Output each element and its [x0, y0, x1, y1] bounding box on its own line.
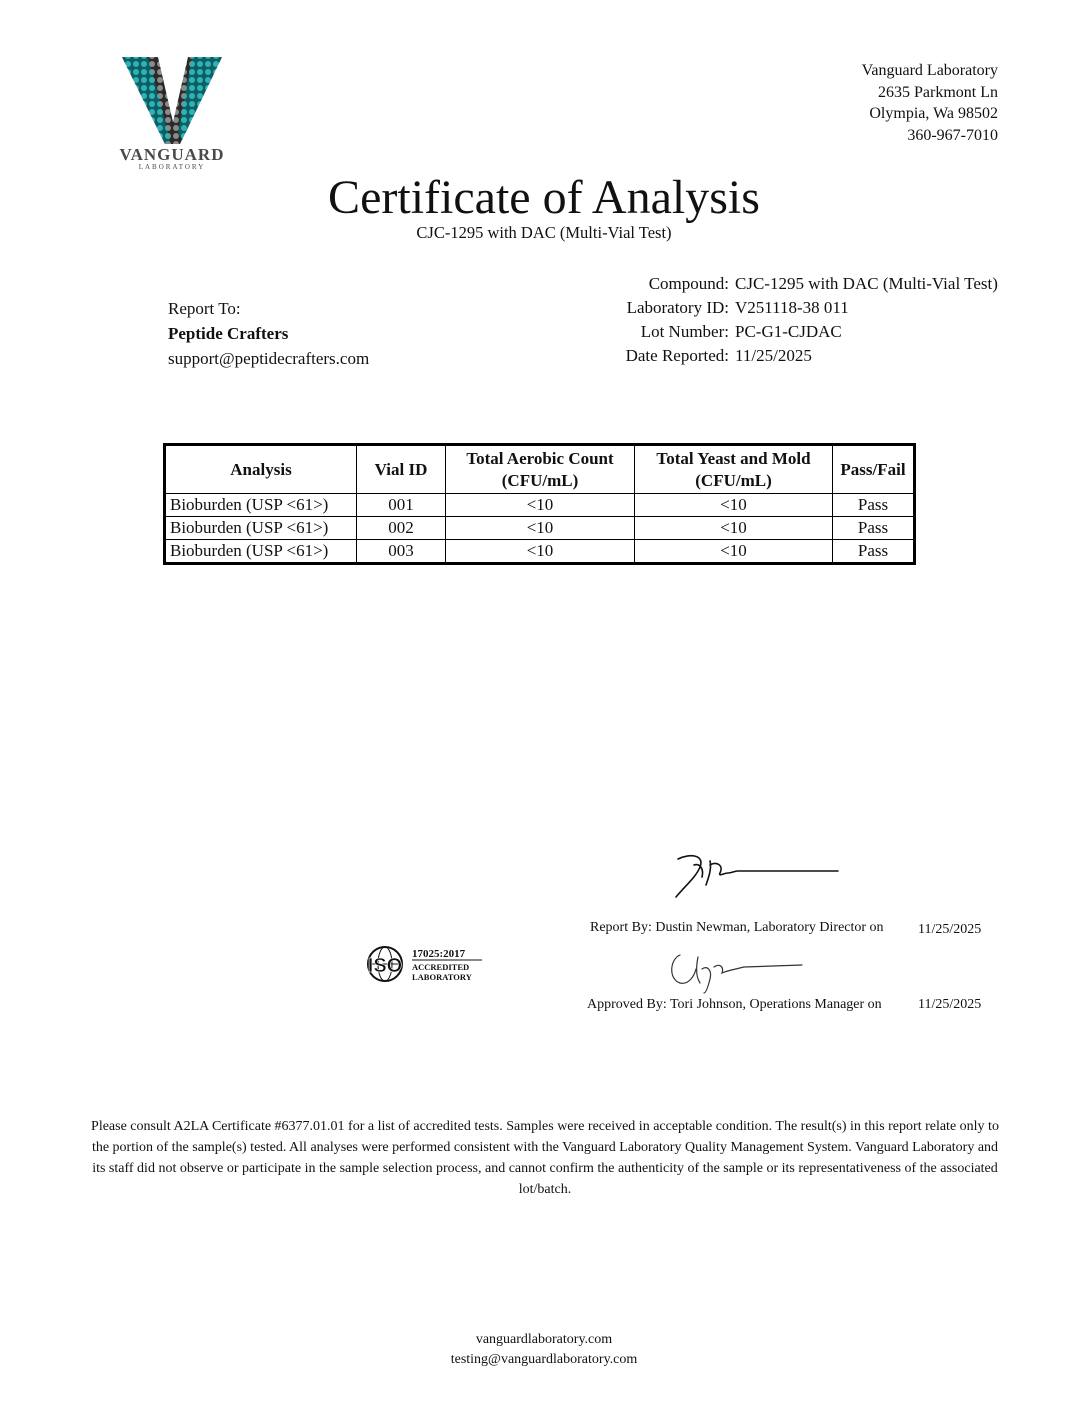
- director-signature: [650, 845, 850, 905]
- footer: [0, 1330, 1088, 1370]
- cell-pass-fail: Pass: [833, 494, 915, 517]
- vanguard-logo: [100, 52, 245, 172]
- lot-row: [560, 320, 1000, 344]
- approved-by-date: 11/25/2025: [918, 997, 982, 1012]
- approved-by-text: Approved By: Tori Johnson, Operations Manager on: [587, 997, 882, 1012]
- sample-info: [560, 272, 1000, 368]
- cell-vial-id: 003: [357, 540, 446, 564]
- report-by-text: Report By: Dustin Newman, Laboratory Director on: [590, 920, 884, 935]
- report-to-label: Report To:: [168, 299, 241, 318]
- header-vial-id: Vial ID: [357, 445, 446, 494]
- iso-standard-text: 17025:2017: [412, 948, 466, 960]
- logo-subtitle: LABORATORY: [138, 163, 206, 171]
- lab-address: [862, 60, 998, 146]
- logo-wordmark: VANGUARD: [119, 145, 225, 164]
- iso-laboratory-text: LABORATORY: [412, 972, 472, 982]
- lab-id-row: [560, 296, 1000, 320]
- date-row: [560, 344, 1000, 368]
- document-subtitle: CJC-1295 with DAC (Multi-Vial Test): [416, 223, 672, 242]
- date-value: 11/25/2025: [735, 346, 812, 365]
- table-row: [165, 540, 915, 564]
- iso-accredited-text: ACCREDITED: [412, 962, 470, 972]
- date-label: Date Reported:: [625, 346, 729, 365]
- cell-pass-fail: Pass: [833, 540, 915, 564]
- address-line: Olympia, Wa 98502: [869, 105, 998, 122]
- cell-aerobic: <10: [446, 540, 635, 564]
- cell-analysis: Bioburden (USP <61>): [165, 540, 357, 564]
- lot-label: Lot Number:: [640, 322, 729, 341]
- document-title: Certificate of Analysis: [328, 171, 760, 224]
- compound-row: [560, 272, 1000, 296]
- lab-id-value: V251118-38 011: [735, 298, 849, 317]
- cell-pass-fail: Pass: [833, 517, 915, 540]
- cell-aerobic: <10: [446, 494, 635, 517]
- address-phone: 360-967-7010: [907, 126, 998, 144]
- header-pass-fail: Pass/Fail: [833, 445, 915, 494]
- compound-label: Compound:: [648, 274, 729, 293]
- footer-email: testing@vanguardlaboratory.com: [450, 1352, 638, 1367]
- cell-yeast-mold: <10: [635, 517, 833, 540]
- iso-mark-text: ISO: [367, 955, 403, 977]
- header-aerobic-count: Total Aerobic Count (CFU/mL): [446, 445, 635, 494]
- compound-value: CJC-1295 with DAC (Multi-Vial Test): [735, 274, 998, 293]
- lab-id-label: Laboratory ID:: [626, 298, 729, 317]
- results-table: [163, 443, 916, 565]
- report-by-date: 11/25/2025: [918, 922, 982, 937]
- header-yeast-mold: Total Yeast and Mold (CFU/mL): [635, 445, 833, 494]
- report-to-block: [168, 296, 369, 371]
- address-line: 2635 Parkmont Ln: [878, 83, 998, 101]
- report-to-company: Peptide Crafters: [168, 324, 289, 343]
- cell-aerobic: <10: [446, 517, 635, 540]
- report-to-email: support@peptidecrafters.com: [168, 349, 370, 368]
- table-header-row: [165, 445, 915, 494]
- iso-accreditation-badge: [358, 944, 484, 984]
- footer-website: vanguardlaboratory.com: [475, 1332, 613, 1347]
- manager-signature: [660, 945, 810, 995]
- cell-vial-id: 001: [357, 494, 446, 517]
- table-row: [165, 517, 915, 540]
- header-analysis: Analysis: [165, 445, 357, 494]
- cell-vial-id: 002: [357, 517, 446, 540]
- cell-yeast-mold: <10: [635, 540, 833, 564]
- cell-analysis: Bioburden (USP <61>): [165, 494, 357, 517]
- table-row: [165, 494, 915, 517]
- disclaimer-text: Please consult A2LA Certificate #6377.01.01 for a list of accredited tests. Samples were received in acceptable condition. The result(s) in this report relate only to the portion of the sample(s) tested. All analyses were performed consistent with the Vanguard Laboratory Quality Management System. Vanguard Laboratory and its staff did not observe or participate in the sample selection process, and cannot confirm the authenticity of the sample or its representativeness of the associated lot/batch.: [91, 1119, 999, 1197]
- cell-analysis: Bioburden (USP <61>): [165, 517, 357, 540]
- address-line: Vanguard Laboratory: [861, 62, 998, 79]
- cell-yeast-mold: <10: [635, 494, 833, 517]
- lot-value: PC-G1-CJDAC: [735, 322, 842, 341]
